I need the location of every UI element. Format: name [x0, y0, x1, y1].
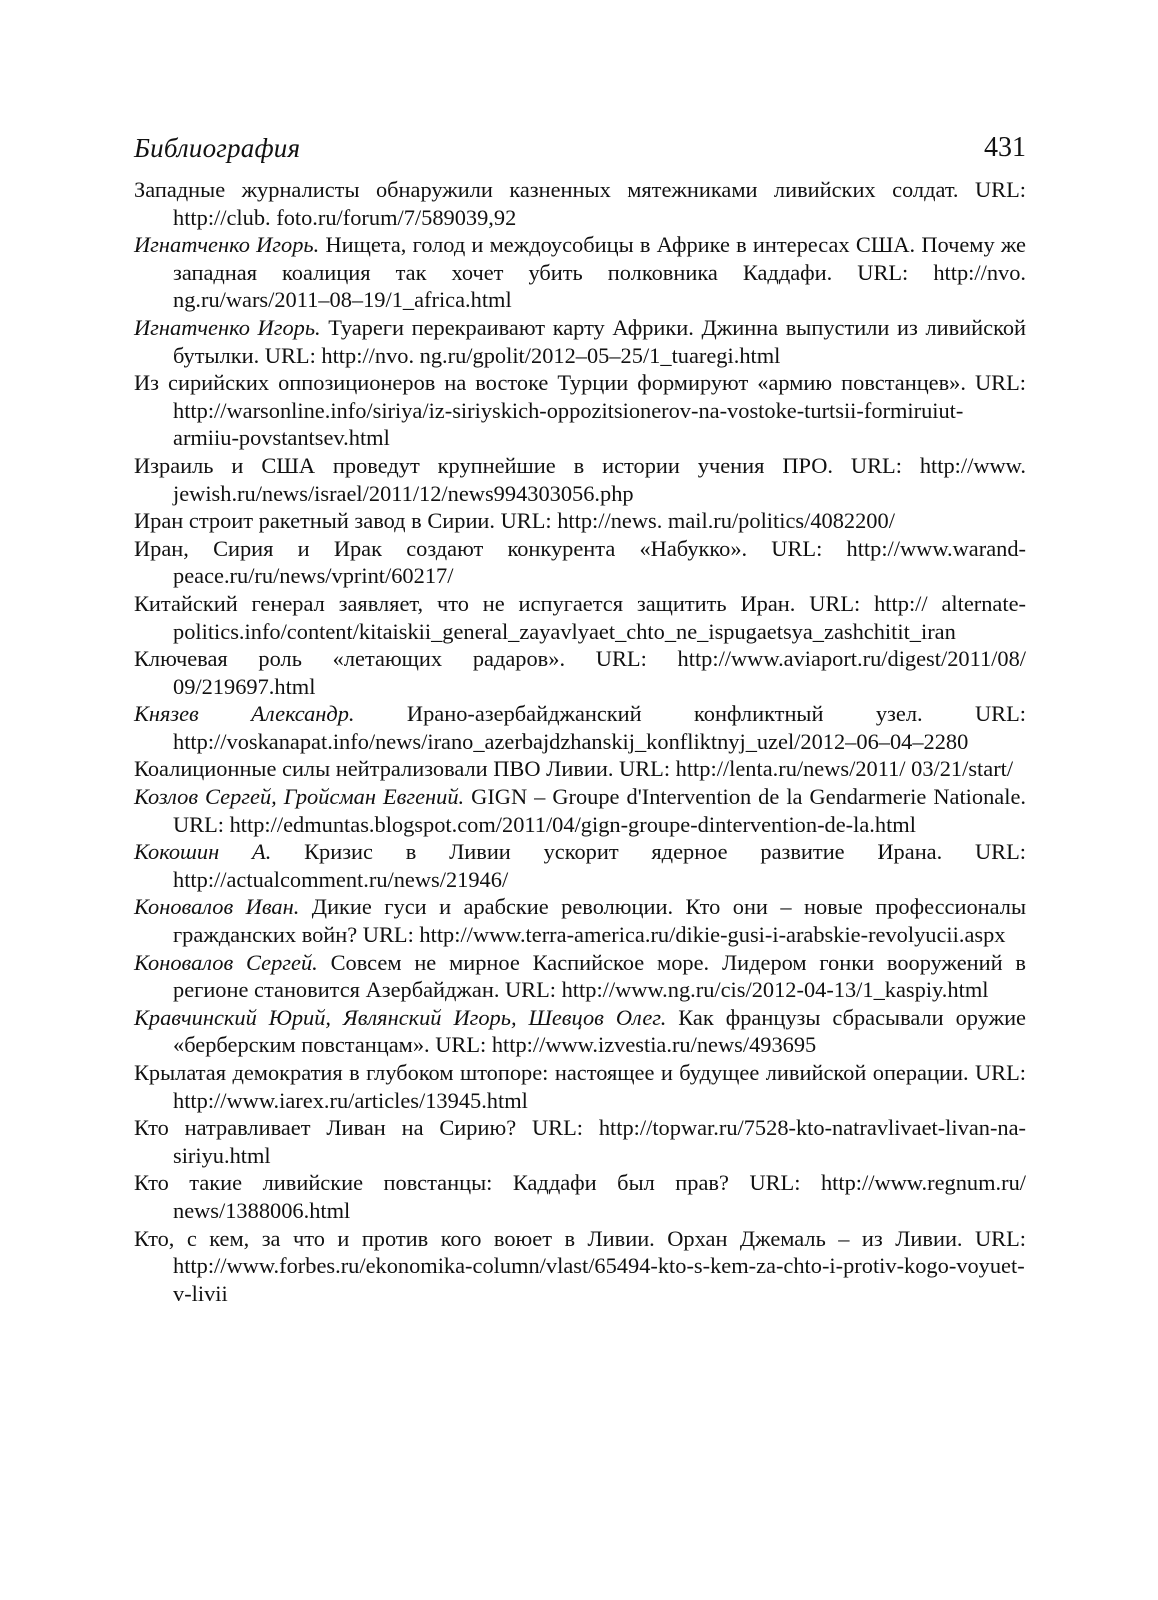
- running-header: [134, 131, 1026, 165]
- entry-author: Кокошин А.: [134, 839, 272, 865]
- bibliography-entry: [134, 507, 1026, 535]
- bibliography-entry: [134, 1169, 1026, 1224]
- entry-text: GIGN – Groupe d'Intervention de la Gendarmerie Nationale. URL: http://edmuntas.blogspot.com/2011/04/gign-groupe-dintervention-de-la.html: [173, 784, 1026, 837]
- page-number: 431: [984, 132, 1026, 163]
- bibliography-entry: [134, 452, 1026, 507]
- entry-text: Западные журналисты обнаружили казненных мятежниками ливийских солдат. URL: http://club. foto.ru/forum/7/589039,92: [134, 177, 1026, 230]
- entry-text: Из сирийских оппозиционеров на востоке Турции формируют «армию повстанцев». URL: http://warsonline.info/siriya/iz-siriyskich-oppozitsionerov-na-vostoke-turtsii-formiruiut-armiiu-povstantsev.html: [134, 370, 1026, 451]
- entry-author: Князев Александр.: [134, 701, 355, 727]
- bibliography-entry: [134, 1225, 1026, 1308]
- entry-text: Дикие гуси и арабские революции. Кто они – новые профессионалы гражданских войн? URL: http://www.terra-america.ru/dikie-gusi-i-arabskie-revolyucii.aspx: [173, 894, 1026, 948]
- bibliography-entry: [134, 1114, 1026, 1169]
- entry-text: Кто, с кем, за что и против кого воюет в Ливии. Орхан Джемаль – из Ливии. URL: http://www.forbes.ru/ekonomika-column/vlast/65494-kto-s-kem-za-chto-i-protiv-kogo-voyuet-v-livii: [134, 1225, 1026, 1306]
- entry-text: Ключевая роль «летающих радаров». URL: http://www.aviaport.ru/digest/2011/08/ 09/219697.html: [134, 646, 1026, 699]
- bibliography-entry: [134, 645, 1026, 700]
- entry-text: Ирано-азербайджанский конфликтный узел. URL: http://voskanapat.info/news/irano_azerbajdzhanskij_konfliktnyj_uzel/2012–06–04–2280: [173, 701, 1026, 754]
- bibliography-entry: [134, 369, 1026, 452]
- entry-author: Кравчинский Юрий, Являнский Игорь, Шевцов Олег.: [134, 1004, 667, 1030]
- bibliography-entry: [134, 590, 1026, 645]
- bibliography-entry: [134, 893, 1026, 948]
- bibliography-entry: [134, 314, 1026, 369]
- entry-text: Иран строит ракетный завод в Сирии. URL: http://news. mail.ru/politics/4082200/: [134, 508, 895, 534]
- entry-text: Как французы сбрасывали оружие «берберским повстанцам». URL: http://www.izvestia.ru/news/493695: [173, 1004, 1026, 1058]
- entry-author: Игнатченко Игорь.: [134, 232, 320, 258]
- entry-text: Китайский генерал заявляет, что не испугается защитить Иран. URL: http:// alternate-politics.info/content/kitaiskii_general_zayavlyaet_chto_ne_ispugaetsya_zashchitit_iran: [134, 590, 1026, 644]
- entry-text: Иран, Сирия и Ирак создают конкурента «Набукко». URL: http://www.warand-peace.ru/ru/news/vprint/60217/: [134, 535, 1026, 589]
- entry-text: Коалиционные силы нейтрализовали ПВО Ливии. URL: http://lenta.ru/news/2011/ 03/21/start/: [134, 756, 1014, 782]
- entry-author: Козлов Сергей, Гройсман Евгений.: [134, 784, 465, 810]
- bibliography-entry: [134, 176, 1026, 231]
- entry-text: Израиль и США проведут крупнейшие в истории учения ПРО. URL: http://www. jewish.ru/news/israel/2011/12/news994303056.php: [134, 452, 1026, 506]
- bibliography-entry: [134, 949, 1026, 1004]
- bibliography-list: [134, 176, 1026, 1307]
- entry-text: Туареги перекраивают карту Африки. Джинна выпустили из ливийской бутылки. URL: http://nvo. ng.ru/gpolit/2012–05–25/1_tuaregi.html: [173, 314, 1026, 368]
- entry-author: Игнатченко Игорь.: [134, 314, 321, 340]
- bibliography-entry: [134, 838, 1026, 893]
- bibliography-entry: [134, 231, 1026, 314]
- entry-author: Коновалов Иван.: [134, 894, 300, 920]
- bibliography-entry: [134, 755, 1026, 783]
- entry-text: Кто такие ливийские повстанцы: Каддафи был прав? URL: http://www.regnum.ru/ news/1388006.html: [134, 1170, 1026, 1223]
- bibliography-entry: [134, 535, 1026, 590]
- entry-text: Кто натравливает Ливан на Сирию? URL: http://topwar.ru/7528-kto-natravlivaet-livan-na-siriyu.html: [134, 1115, 1026, 1168]
- entry-text: Кризис в Ливии ускорит ядерное развитие Ирана. URL: http://actualcomment.ru/news/21946/: [173, 839, 1026, 892]
- bibliography-entry: [134, 783, 1026, 838]
- bibliography-entry: [134, 1004, 1026, 1059]
- entry-text: Крылатая демократия в глубоком штопоре: настоящее и будущее ливийской операции. URL: http://www.iarex.ru/articles/13945.html: [134, 1060, 1026, 1113]
- running-title: Библиография: [134, 133, 301, 163]
- entry-text: Совсем не мирное Каспийское море. Лидером гонки вооружений в регионе становится Азербайджан. URL: http://www.ng.ru/cis/2012-04-13/1_kaspiy.html: [173, 949, 1026, 1003]
- entry-author: Коновалов Сергей.: [134, 949, 318, 975]
- bibliography-entry: [134, 700, 1026, 755]
- bibliography-entry: [134, 1059, 1026, 1114]
- entry-text: Нищета, голод и междоусобицы в Африке в интересах США. Почему же западная коалиция так хочет убить полковника Каддафи. URL: http://nvo. ng.ru/wars/2011–08–19/1_africa.html: [173, 232, 1026, 313]
